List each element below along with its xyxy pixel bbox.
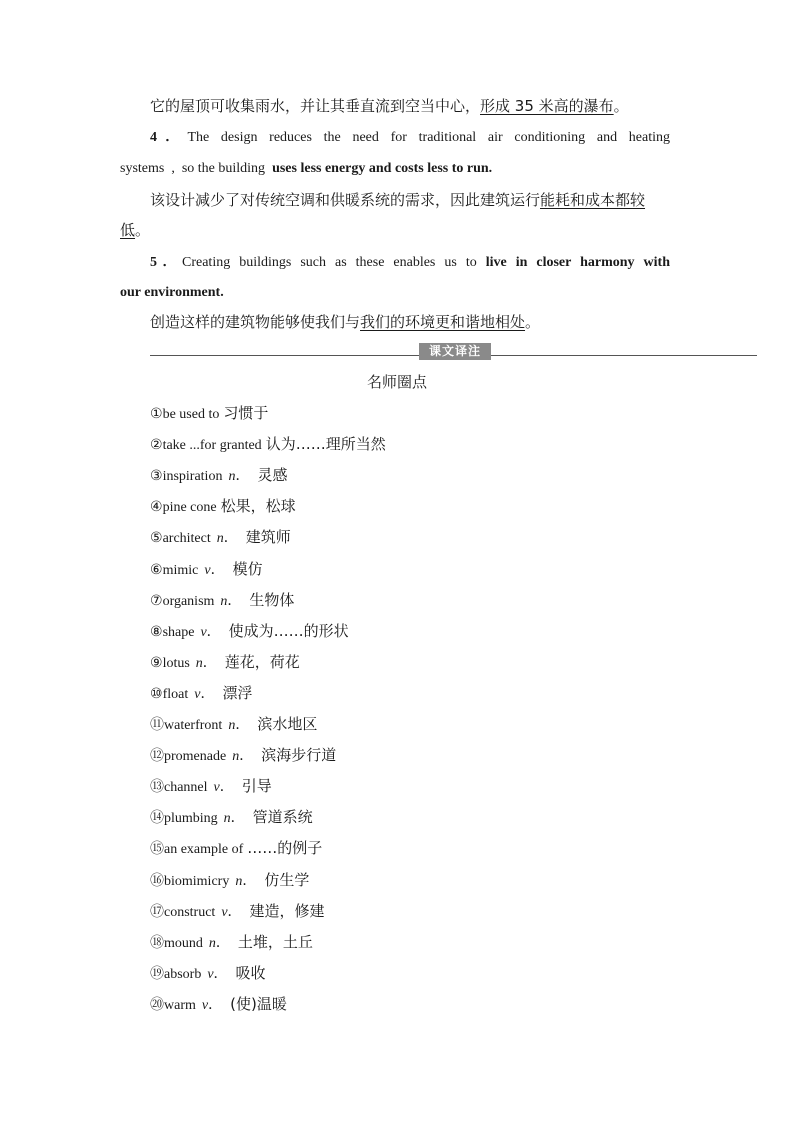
note-meaning: 漂浮	[222, 683, 253, 702]
note-pos-dot: ．	[219, 780, 234, 796]
note-number: ⑧	[150, 623, 163, 640]
note-item	[150, 994, 287, 1016]
note-term: promenade	[164, 749, 227, 765]
note-term: inspiration	[162, 469, 223, 485]
note-term: absorb	[164, 966, 202, 982]
note-term: biomimicry	[164, 873, 230, 889]
note-pos-dot: ．	[239, 749, 254, 765]
note-item	[150, 527, 291, 549]
p4-number: 4．	[150, 130, 188, 145]
note-item	[150, 714, 317, 736]
note-number: ⑰	[150, 903, 164, 920]
note-item	[150, 932, 313, 954]
note-meaning: 滨水地区	[257, 715, 318, 733]
note-number: ⑲	[150, 965, 164, 982]
note-number: ①	[150, 406, 163, 422]
paragraph-5-en-line2	[120, 283, 224, 303]
p4-en-text-b: systems , so the building	[120, 161, 273, 176]
p5-en-bold-a: live in closer harmony with	[485, 255, 671, 270]
note-item	[150, 963, 266, 985]
p4-zh-underlined-2: 低	[120, 221, 136, 239]
note-meaning: 建造，修建	[249, 901, 325, 920]
note-pos-dot: ．	[230, 811, 245, 827]
paragraph-4-zh-line2	[120, 220, 150, 240]
note-term: channel	[164, 780, 208, 796]
p4-zh-end: 。	[135, 221, 151, 239]
note-number: ⑥	[150, 561, 163, 578]
note-item	[150, 590, 294, 612]
paragraph-4-en-line1	[150, 128, 670, 148]
note-term: construct	[164, 904, 216, 920]
note-pos-dot: ．	[215, 935, 230, 951]
note-item	[150, 901, 325, 923]
note-meaning: 灵感	[257, 466, 288, 485]
note-item	[150, 745, 336, 767]
paragraph-4-zh-line1	[150, 190, 645, 210]
note-meaning: 土堆，土丘	[237, 932, 313, 951]
note-item	[150, 621, 349, 643]
note-meaning: 习惯于	[223, 404, 269, 422]
note-pos-dot: ．	[223, 531, 238, 547]
note-part-of-speech: n	[223, 811, 231, 827]
note-term: warm	[164, 997, 196, 1013]
note-part-of-speech: n	[220, 593, 228, 609]
note-term: lotus	[162, 655, 190, 671]
note-part-of-speech: v	[200, 624, 207, 640]
p1-zh-end: 。	[613, 97, 629, 115]
note-part-of-speech: v	[204, 562, 211, 578]
note-meaning: 建筑师	[245, 528, 291, 547]
note-pos-dot: ．	[210, 562, 225, 578]
note-part-of-speech: n	[208, 935, 216, 951]
note-pos-dot: ．	[227, 593, 242, 609]
note-part-of-speech: n	[228, 469, 236, 485]
note-meaning: ……的例子	[247, 839, 323, 858]
note-number: ③	[150, 468, 163, 485]
paragraph-4-en-line2	[120, 159, 492, 179]
note-item	[150, 496, 296, 518]
note-number: ⑪	[150, 717, 164, 733]
note-term: shape	[162, 624, 195, 640]
note-meaning: 引导	[241, 777, 272, 796]
note-term: organism	[162, 593, 215, 609]
note-term: plumbing	[164, 811, 218, 827]
note-item	[150, 652, 300, 674]
note-meaning: 使成为……的形状	[228, 621, 349, 640]
note-meaning: 滨海步行道	[261, 746, 337, 765]
note-term: mound	[164, 935, 203, 951]
p5-zh-text: 创造这样的建筑物能够使我们与	[150, 313, 361, 331]
note-term: waterfront	[164, 718, 223, 733]
p5-en-bold-b: our environment.	[120, 285, 224, 300]
note-pos-dot: ．	[227, 904, 242, 920]
p4-zh-underlined-1: 能耗和成本都较	[540, 191, 646, 209]
note-number: ④	[150, 499, 163, 516]
note-meaning: (使)温暖	[230, 994, 287, 1013]
p4-en-text-a: The design reduces the need for traditional air conditioning and heating	[187, 130, 671, 145]
p1-zh-text: 它的屋顶可收集雨水，并让其垂直流到空当中心，	[150, 97, 481, 115]
section-rule-right	[491, 355, 757, 356]
note-part-of-speech: v	[213, 780, 220, 796]
note-item	[150, 776, 272, 798]
note-term: pine cone	[162, 500, 217, 516]
paragraph-5-zh	[150, 312, 540, 332]
note-pos-dot: ．	[213, 966, 228, 982]
note-pos-dot: ．	[200, 686, 215, 702]
note-item	[150, 838, 322, 860]
note-part-of-speech: n	[195, 655, 203, 671]
note-meaning: 松果，松球	[220, 497, 296, 516]
note-number: ②	[150, 437, 163, 454]
p4-en-bold: uses less energy and costs less to run.	[272, 161, 493, 176]
note-meaning: 莲花，荷花	[224, 652, 300, 671]
note-part-of-speech: v	[201, 997, 209, 1013]
note-number: ⑫	[150, 748, 164, 765]
note-pos-dot: ．	[235, 469, 250, 485]
note-number: ⑱	[150, 934, 164, 951]
note-pos-dot: ．	[208, 997, 223, 1013]
section-title-badge: 课文译注	[419, 343, 491, 360]
note-item	[150, 465, 287, 487]
note-number: ⑯	[150, 872, 164, 889]
section-subtitle: 名师圈点	[366, 373, 427, 391]
note-part-of-speech: n	[228, 718, 236, 733]
note-number: ⑭	[150, 810, 164, 827]
note-term: be used to	[162, 407, 220, 422]
note-part-of-speech: v	[221, 904, 228, 920]
note-number: ⑩	[150, 685, 163, 702]
note-meaning: 仿生学	[264, 870, 310, 889]
note-item	[150, 807, 313, 829]
note-meaning: 管道系统	[252, 808, 313, 827]
note-part-of-speech: n	[235, 873, 243, 889]
note-term: take ...for granted	[162, 438, 262, 454]
note-meaning: 模仿	[232, 559, 263, 578]
note-number: ⑳	[150, 996, 164, 1013]
note-item	[150, 870, 309, 892]
p5-zh-underlined: 我们的环境更和谐地相处	[360, 313, 526, 331]
paragraph-5-en-line1	[150, 253, 670, 273]
paragraph-3-zh	[150, 96, 629, 116]
note-term: mimic	[162, 562, 199, 578]
note-part-of-speech: v	[207, 966, 214, 982]
note-term: float	[162, 686, 189, 702]
note-term: architect	[162, 531, 211, 547]
note-item	[150, 434, 386, 456]
note-number: ⑨	[150, 654, 163, 671]
p5-zh-end: 。	[525, 313, 541, 331]
note-meaning: 认为……理所当然	[265, 435, 386, 454]
note-meaning: 生物体	[249, 590, 295, 609]
note-pos-dot: ．	[206, 624, 221, 640]
note-item	[150, 559, 263, 581]
note-term: an example of	[164, 842, 244, 858]
note-pos-dot: ．	[235, 718, 250, 733]
note-number: ⑤	[150, 530, 163, 547]
note-pos-dot: ．	[242, 873, 257, 889]
note-number: ⑮	[150, 841, 164, 858]
p5-number: 5．	[150, 255, 182, 270]
p5-en-text-a: Creating buildings such as these enables us to	[182, 255, 486, 270]
note-number: ⑬	[150, 779, 164, 796]
note-part-of-speech: v	[194, 686, 201, 702]
note-item	[150, 403, 268, 425]
p1-zh-underlined: 形成 35 米高的瀑布	[480, 97, 614, 115]
note-number: ⑦	[150, 592, 163, 609]
note-part-of-speech: n	[216, 531, 224, 547]
note-meaning: 吸收	[235, 963, 266, 982]
section-rule-left	[150, 355, 419, 356]
p4-zh-text: 该设计减少了对传统空调和供暖系统的需求，因此建筑运行	[150, 191, 541, 209]
note-part-of-speech: n	[232, 749, 240, 765]
note-pos-dot: ．	[202, 655, 217, 671]
note-item	[150, 683, 252, 705]
